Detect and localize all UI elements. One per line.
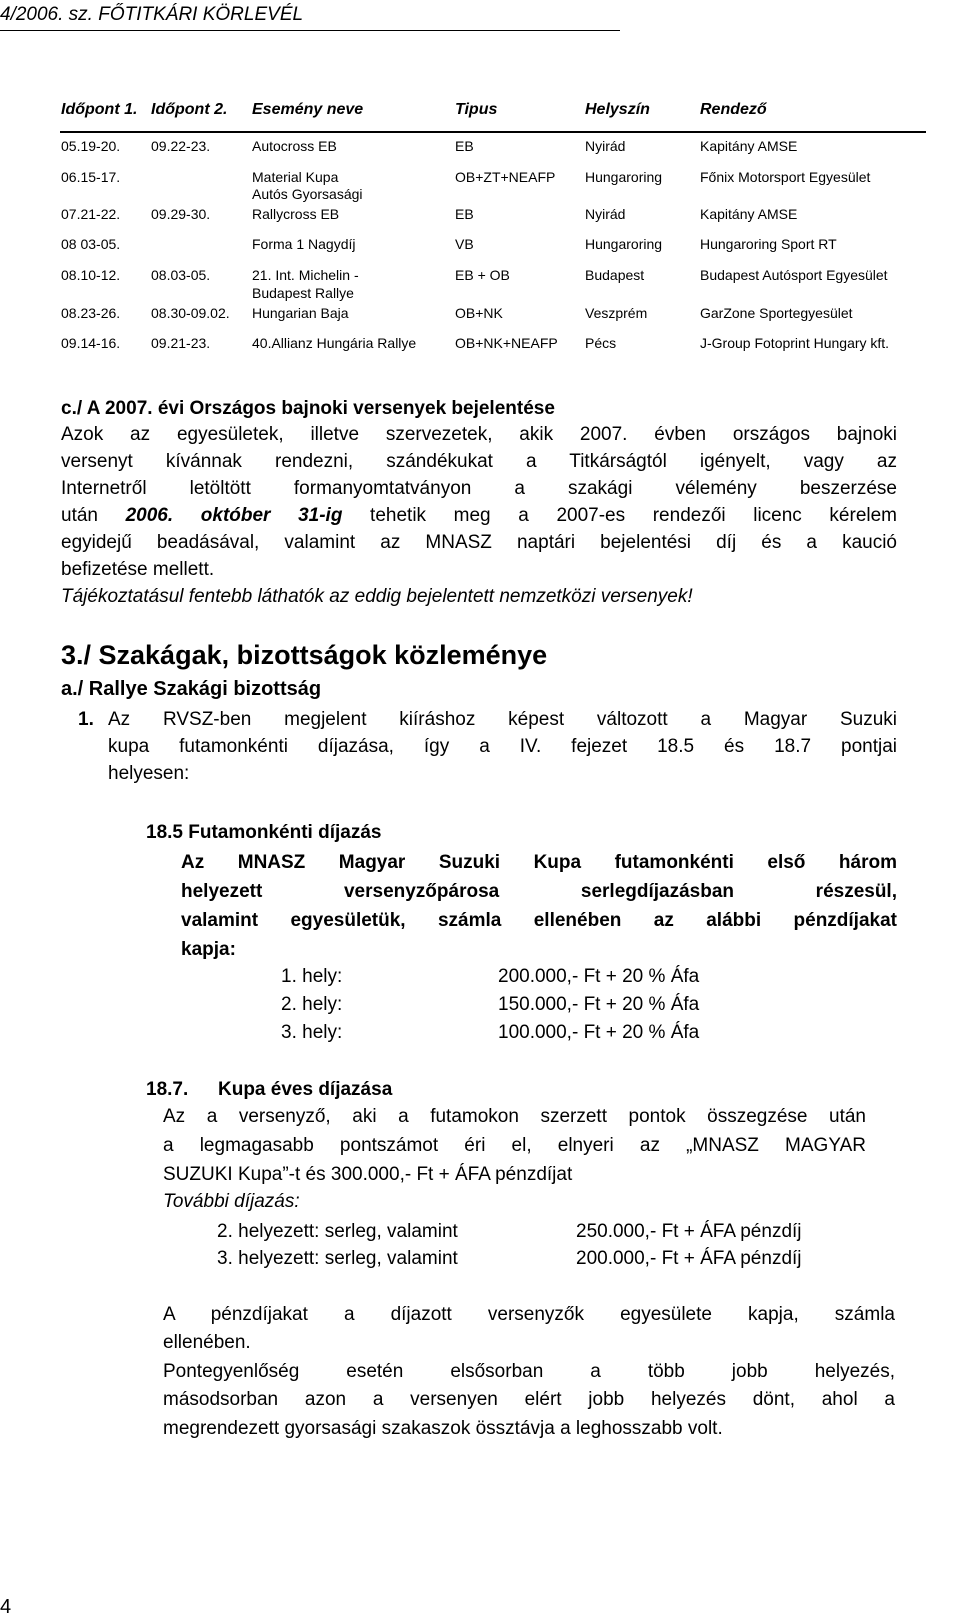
cell-event: Budapest Rallye bbox=[252, 285, 354, 301]
section-c-line: egyidejű beadásával, valamint az MNASZ naptári bejelentési díj és a kaució bbox=[61, 532, 897, 553]
prize-amount: 200.000,- Ft + 20 % Áfa bbox=[498, 966, 700, 987]
prize-amount: 150.000,- Ft + 20 % Áfa bbox=[498, 994, 700, 1015]
cell-event: Material Kupa bbox=[252, 169, 339, 185]
section-18-5-line: helyezett versenyzőpárosa serlegdíjazásban részesül, bbox=[181, 881, 897, 902]
col-header-date1: Időpont 1. bbox=[61, 101, 138, 118]
extra-prize-label: 2. helyezett: serleg, valamint bbox=[217, 1221, 458, 1242]
cell-type: EB bbox=[455, 138, 474, 154]
paragraph-line: megrendezett gyorsasági szakaszok össztávja a leghosszabb volt. bbox=[163, 1418, 723, 1439]
cell-date1: 08.23-26. bbox=[61, 305, 121, 321]
extra-prize-label: 3. helyezett: serleg, valamint bbox=[217, 1248, 458, 1269]
section-18-7-line: a legmagasabb pontszámot éri el, elnyeri az „MNASZ MAGYAR bbox=[163, 1135, 866, 1156]
prize-amount: 100.000,- Ft + 20 % Áfa bbox=[498, 1022, 700, 1043]
cell-date1: 05.19-20. bbox=[61, 138, 121, 154]
cell-place: Budapest bbox=[585, 267, 645, 283]
paragraph-line: Pontegyenlőség esetén elsősorban a több jobb helyezés, bbox=[163, 1361, 895, 1382]
cell-place: Hungaroring bbox=[585, 169, 663, 185]
section-c-heading: c./ A 2007. évi Országos bajnoki versenyek bejelentése bbox=[61, 398, 555, 419]
paragraph-line: másodsorban azon a versenyen elért jobb helyezés dönt, ahol a bbox=[163, 1389, 895, 1410]
cell-type: EB + OB bbox=[455, 267, 510, 283]
section-c-line: befizetése mellett. bbox=[61, 559, 215, 580]
cell-date2: 09.22-23. bbox=[151, 138, 211, 154]
cell-date1: 08 03-05. bbox=[61, 236, 121, 252]
cell-organizer: J-Group Fotoprint Hungary kft. bbox=[700, 335, 890, 351]
cell-date1: 08.10-12. bbox=[61, 267, 121, 283]
section-18-7-number: 18.7. bbox=[146, 1079, 189, 1100]
text-run: tehetik meg a 2007-es rendezői licenc kérelem bbox=[342, 505, 898, 526]
cell-organizer: GarZone Sportegyesület bbox=[700, 305, 853, 321]
cell-type: OB+NK bbox=[455, 305, 503, 321]
cell-event: 21. Int. Michelin - bbox=[252, 267, 359, 283]
section-c-line bbox=[61, 503, 897, 529]
section-18-5-heading: 18.5 Futamonkénti díjazás bbox=[146, 822, 382, 843]
prize-place: 1. hely: bbox=[281, 966, 343, 987]
section-18-5-line: valamint egyesületük, számla ellenében az alábbi pénzdíjakat bbox=[181, 910, 897, 931]
prize-place: 2. hely: bbox=[281, 994, 343, 1015]
section-18-7-line: Az a versenyző, aki a futamokon szerzett pontok összegzése után bbox=[163, 1106, 866, 1127]
cell-place: Pécs bbox=[585, 335, 617, 351]
cell-date2: 08.30-09.02. bbox=[151, 305, 230, 321]
col-header-place: Helyszín bbox=[585, 101, 650, 118]
cell-type: OB+NK+NEAFP bbox=[455, 335, 558, 351]
further-prizes-label: További díjazás: bbox=[163, 1191, 300, 1212]
cell-event: Forma 1 Nagydíj bbox=[252, 236, 356, 252]
cell-organizer: Budapest Autósport Egyesület bbox=[700, 267, 888, 283]
extra-prize-amount: 200.000,- Ft + ÁFA pénzdíj bbox=[576, 1248, 802, 1269]
section-c-line: versenyt kívánnak rendezni, szándékukat a Titkárságtól igényelt, vagy az bbox=[61, 451, 897, 472]
extra-prize-amount: 250.000,- Ft + ÁFA pénzdíj bbox=[576, 1221, 802, 1242]
document-title: 4/2006. sz. FŐTITKÁRI KÖRLEVÉL bbox=[0, 4, 304, 25]
cell-event: Rallycross EB bbox=[252, 206, 340, 222]
cell-date1: 09.14-16. bbox=[61, 335, 121, 351]
cell-event: Hungarian Baja bbox=[252, 305, 349, 321]
item-line: Az RVSZ-ben megjelent kiíráshoz képest változott a Magyar Suzuki bbox=[108, 709, 897, 730]
section-18-7-line: SUZUKI Kupa”-t és 300.000,- Ft + ÁFA pénzdíjat bbox=[163, 1164, 573, 1185]
section-18-7-title: Kupa éves díjazása bbox=[218, 1079, 393, 1100]
section-3-subheading: a./ Rallye Szakági bizottság bbox=[61, 678, 322, 700]
cell-date1: 07.21-22. bbox=[61, 206, 121, 222]
paragraph-line: ellenében. bbox=[163, 1332, 251, 1353]
section-c-note: Tájékoztatásul fentebb láthatók az eddig bejelentett nemzetközi versenyek! bbox=[61, 586, 693, 607]
table-header-divider bbox=[60, 131, 926, 133]
section-3-heading: 3./ Szakágak, bizottságok közleménye bbox=[61, 640, 548, 670]
cell-type: VB bbox=[455, 236, 474, 252]
cell-organizer: Kapitány AMSE bbox=[700, 206, 798, 222]
col-header-organizer: Rendező bbox=[700, 101, 767, 118]
cell-type: OB+ZT+NEAFP bbox=[455, 169, 556, 185]
cell-event: 40.Allianz Hungária Rallye bbox=[252, 335, 417, 351]
prize-place: 3. hely: bbox=[281, 1022, 343, 1043]
col-header-date2: Időpont 2. bbox=[151, 101, 228, 118]
cell-place: Hungaroring bbox=[585, 236, 663, 252]
item-line: helyesen: bbox=[108, 763, 190, 784]
section-18-5-line: kapja: bbox=[181, 939, 236, 960]
cell-place: Nyirád bbox=[585, 206, 626, 222]
text-run: után bbox=[61, 505, 126, 526]
section-18-5-line: Az MNASZ Magyar Suzuki Kupa futamonkénti első három bbox=[181, 852, 897, 873]
section-c-line: Azok az egyesületek, illetve szervezetek, akik 2007. évben országos bajnoki bbox=[61, 424, 897, 445]
cell-type: EB bbox=[455, 206, 474, 222]
header-divider bbox=[0, 30, 620, 31]
item-number: 1. bbox=[78, 709, 94, 730]
cell-organizer: Főnix Motorsport Egyesület bbox=[700, 169, 871, 185]
cell-date1: 06.15-17. bbox=[61, 169, 121, 185]
cell-event: Autós Gyorsasági bbox=[252, 186, 363, 202]
cell-date2: 08.03-05. bbox=[151, 267, 211, 283]
cell-place: Veszprém bbox=[585, 305, 648, 321]
paragraph-line: A pénzdíjakat a díjazott versenyzők egyesülete kapja, számla bbox=[163, 1304, 895, 1325]
section-c-line: Internetről letöltött formanyomtatványon a szakági vélemény beszerzése bbox=[61, 478, 897, 499]
cell-date2: 09.29-30. bbox=[151, 206, 211, 222]
cell-place: Nyirád bbox=[585, 138, 626, 154]
item-line: kupa futamonkénti díjazása, így a IV. fejezet 18.5 és 18.7 pontjai bbox=[108, 736, 897, 757]
cell-organizer: Kapitány AMSE bbox=[700, 138, 798, 154]
col-header-type: Tipus bbox=[455, 101, 498, 118]
cell-event: Autocross EB bbox=[252, 138, 337, 154]
col-header-event: Esemény neve bbox=[252, 101, 364, 118]
cell-date2: 09.21-23. bbox=[151, 335, 211, 351]
deadline-text: 2006. október 31-ig bbox=[125, 505, 343, 526]
page-number: 4 bbox=[0, 1596, 12, 1618]
cell-organizer: Hungaroring Sport RT bbox=[700, 236, 837, 252]
